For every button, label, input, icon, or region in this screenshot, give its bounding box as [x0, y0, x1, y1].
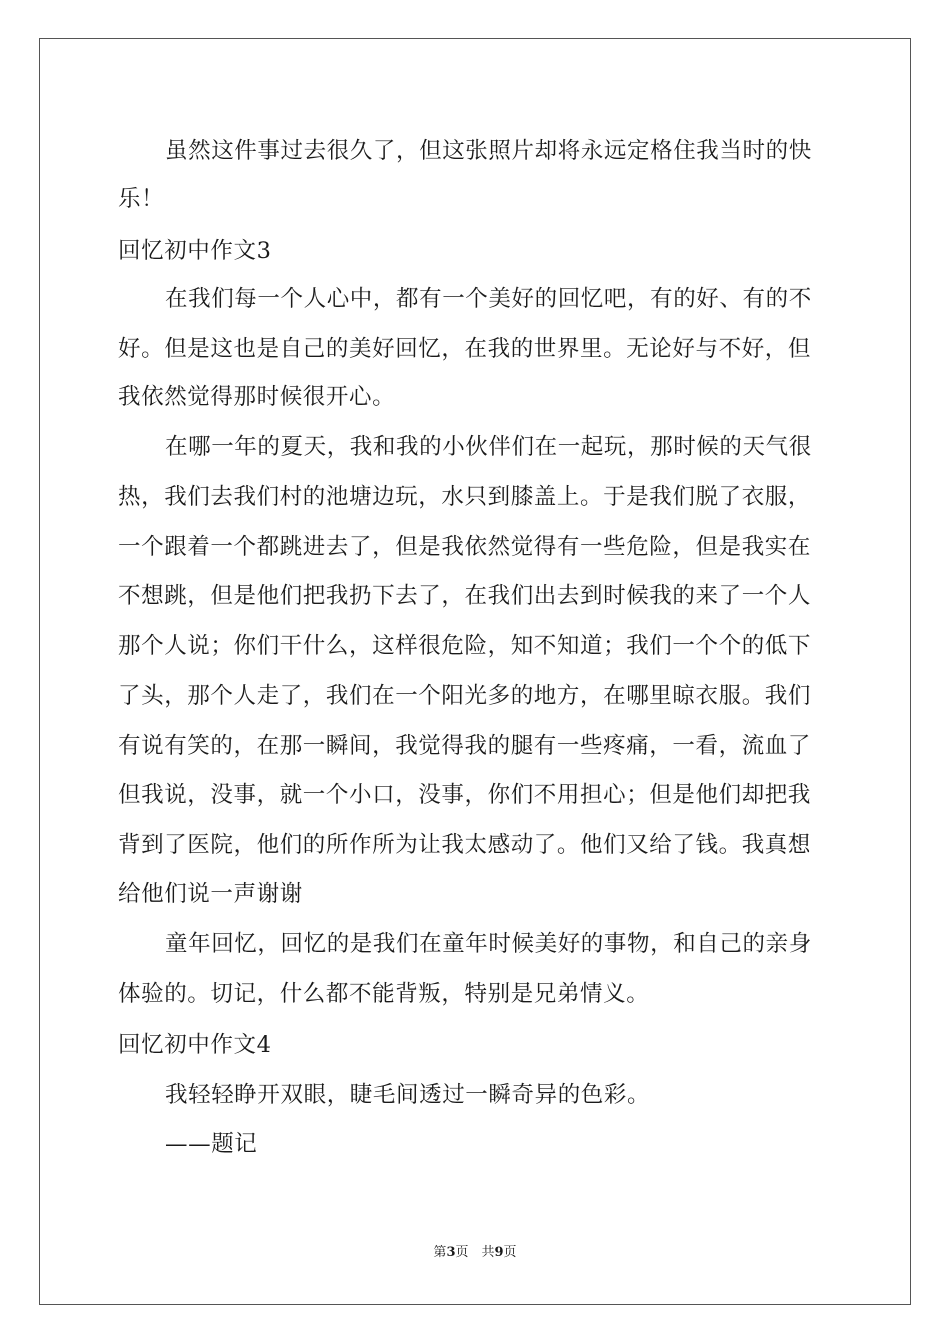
paragraph-line: 给他们说一声谢谢 [118, 881, 303, 907]
paragraph-line: 那个人说；你们干什么，这样很危险，知不知道；我们一个个的低下 [118, 633, 812, 659]
paragraph-line: 童年回忆，回忆的是我们在童年时候美好的事物，和自己的亲身 [165, 931, 812, 957]
paragraph-line: 了头，那个人走了，我们在一个阳光多的地方，在哪里晾衣服。我们 [118, 683, 812, 709]
current-page-number: 3 [446, 1245, 456, 1260]
page-frame [39, 38, 911, 1305]
paragraph-line: 不想跳，但是他们把我扔下去了，在我们出去到时候我的来了一个人 [118, 583, 812, 609]
paragraph-line: 但我说，没事，就一个小口，没事，你们不用担心；但是他们却把我 [118, 782, 812, 808]
footer-prefix: 第 [433, 1245, 447, 1260]
paragraph-line: 我轻轻睁开双眼，睫毛间透过一瞬奇异的色彩。 [165, 1082, 651, 1108]
paragraph-line: 虽然这件事过去很久了，但这张照片却将永远定格住我当时的快 [165, 138, 812, 164]
epigraph-attribution: ——题记 [165, 1131, 258, 1157]
paragraph-line: 热，我们去我们村的池塘边玩，水只到膝盖上。于是我们脱了衣服， [118, 484, 812, 510]
paragraph-line: 体验的。切记，什么都不能背叛，特别是兄弟情义。 [118, 981, 650, 1007]
footer-mid: 页 共 [455, 1245, 495, 1260]
paragraph-line: 乐！ [118, 186, 165, 212]
total-pages-number: 9 [494, 1245, 504, 1260]
paragraph-line: 好。但是这也是自己的美好回忆，在我的世界里。无论好与不好，但 [118, 336, 812, 362]
paragraph-line: 在哪一年的夏天，我和我的小伙伴们在一起玩，那时候的天气很 [165, 434, 812, 460]
footer-suffix: 页 [503, 1245, 517, 1260]
paragraph-line: 背到了医院，他们的所作所为让我太感动了。他们又给了钱。我真想 [118, 832, 812, 858]
paragraph-line: 在我们每一个人心中，都有一个美好的回忆吧，有的好、有的不 [165, 286, 812, 312]
paragraph-line: 一个跟着一个都跳进去了，但是我依然觉得有一些危险，但是我实在 [118, 534, 812, 560]
paragraph-line: 有说有笑的，在那一瞬间，我觉得我的腿有一些疼痛，一看，流血了 [118, 733, 812, 759]
section-heading: 回忆初中作文4 [118, 1032, 272, 1058]
section-heading: 回忆初中作文3 [118, 238, 272, 264]
page-footer [0, 1245, 950, 1261]
paragraph-line: 我依然觉得那时候很开心。 [118, 384, 396, 410]
